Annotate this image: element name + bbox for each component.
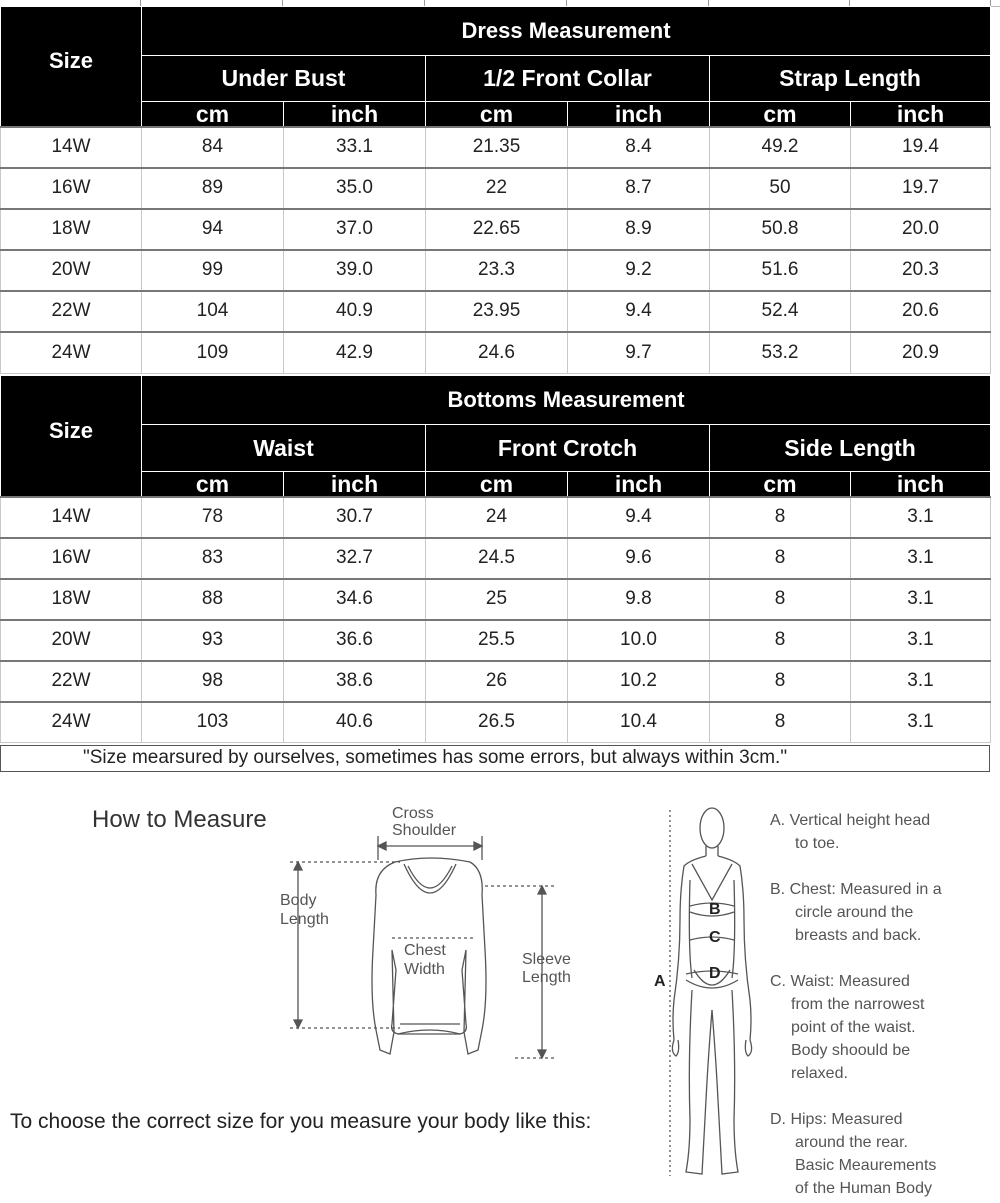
value-cell: 88 [142, 579, 284, 620]
value-cell: 22 [426, 168, 568, 209]
value-cell: 8 [710, 620, 851, 661]
table-row [1, 702, 991, 743]
value-cell: 8.4 [568, 127, 710, 168]
table-row [1, 620, 991, 661]
value-cell: 99 [142, 250, 284, 291]
value-cell: 40.9 [284, 291, 426, 332]
legend-c-line: from the narrowest [791, 996, 925, 1013]
value-cell: 50 [710, 168, 851, 209]
value-cell: 40.6 [284, 702, 426, 743]
value-cell: 26.5 [426, 702, 568, 743]
value-cell: 8.9 [568, 209, 710, 250]
value-cell: 8 [710, 538, 851, 579]
garment-diagram [270, 800, 590, 1070]
size-cell: 24W [1, 702, 142, 743]
value-cell: 53.2 [710, 332, 851, 374]
legend-b [770, 878, 942, 947]
size-cell: 20W [1, 250, 142, 291]
value-cell: 49.2 [710, 127, 851, 168]
value-cell: 103 [142, 702, 284, 743]
table-row [1, 168, 991, 209]
size-cell: 14W [1, 127, 142, 168]
value-cell: 3.1 [851, 702, 991, 743]
value-cell: 9.4 [568, 497, 710, 538]
chest-width-label: Width [404, 961, 445, 978]
size-cell: 16W [1, 168, 142, 209]
legend-c-line: Body shoould be [791, 1042, 911, 1059]
size-cell: 16W [1, 538, 142, 579]
size-header: Size [1, 376, 142, 497]
dress-measurement-table [0, 6, 991, 374]
legend-d-line: around the rear. [795, 1134, 908, 1151]
value-cell: 8 [710, 702, 851, 743]
cross-shoulder-label: Cross [392, 805, 434, 822]
value-cell: 20.3 [851, 250, 991, 291]
group-header: Waist [142, 425, 426, 472]
size-cell: 18W [1, 579, 142, 620]
value-cell: 3.1 [851, 497, 991, 538]
value-cell: 10.2 [568, 661, 710, 702]
value-cell: 9.7 [568, 332, 710, 374]
value-cell: 20.6 [851, 291, 991, 332]
how-to-measure-title: How to Measure [92, 806, 267, 833]
unit-header: cm [710, 472, 851, 497]
size-cell: 24W [1, 332, 142, 374]
value-cell: 20.0 [851, 209, 991, 250]
value-cell: 36.6 [284, 620, 426, 661]
unit-header: cm [142, 102, 284, 127]
value-cell: 25 [426, 579, 568, 620]
value-cell: 10.0 [568, 620, 710, 661]
value-cell: 21.35 [426, 127, 568, 168]
size-cell: 22W [1, 661, 142, 702]
unit-header: inch [284, 102, 426, 127]
legend-b-line: circle around the [795, 904, 914, 921]
value-cell: 22.65 [426, 209, 568, 250]
body-length-label: Length [280, 911, 329, 928]
table-row [1, 209, 991, 250]
value-cell: 84 [142, 127, 284, 168]
value-cell: 93 [142, 620, 284, 661]
table-row [1, 497, 991, 538]
figure-label-c: C [709, 929, 721, 946]
value-cell: 19.4 [851, 127, 991, 168]
body-figure-diagram [650, 800, 760, 1185]
legend-d-line: of the Human Body [795, 1180, 932, 1197]
value-cell: 23.3 [426, 250, 568, 291]
value-cell: 8 [710, 661, 851, 702]
value-cell: 42.9 [284, 332, 426, 374]
sleeve-length-label: Sleeve [522, 951, 571, 968]
value-cell: 8.7 [568, 168, 710, 209]
value-cell: 30.7 [284, 497, 426, 538]
value-cell: 89 [142, 168, 284, 209]
value-cell: 3.1 [851, 661, 991, 702]
size-cell: 14W [1, 497, 142, 538]
value-cell: 20.9 [851, 332, 991, 374]
unit-header: inch [851, 472, 991, 497]
value-cell: 109 [142, 332, 284, 374]
table-row [1, 579, 991, 620]
legend-a [770, 809, 930, 855]
group-header: Front Crotch [426, 425, 710, 472]
value-cell: 37.0 [284, 209, 426, 250]
group-header: Strap Length [710, 56, 991, 102]
value-cell: 23.95 [426, 291, 568, 332]
bottoms-title: Bottoms Measurement [142, 376, 991, 425]
unit-header: cm [142, 472, 284, 497]
chest-width-label: Chest [404, 942, 446, 959]
unit-header: cm [426, 472, 568, 497]
value-cell: 78 [142, 497, 284, 538]
group-header: Side Length [710, 425, 991, 472]
value-cell: 9.8 [568, 579, 710, 620]
legend-b-line: breasts and back. [795, 927, 922, 944]
table-row [1, 661, 991, 702]
figure-label-b: B [709, 901, 721, 918]
figure-label-a: A [654, 973, 666, 990]
legend-b-line: B. Chest: Measured in a [770, 881, 942, 898]
value-cell: 104 [142, 291, 284, 332]
value-cell: 24.5 [426, 538, 568, 579]
value-cell: 8 [710, 497, 851, 538]
group-header: 1/2 Front Collar [426, 56, 710, 102]
value-cell: 34.6 [284, 579, 426, 620]
choose-size-instruction: To choose the correct size for you measure your body like this: [10, 1110, 592, 1133]
value-cell: 9.6 [568, 538, 710, 579]
group-header: Under Bust [142, 56, 426, 102]
figure-label-d: D [709, 965, 721, 982]
legend-a-line: A. Vertical height head [770, 812, 931, 829]
table-row [1, 332, 991, 374]
legend-a-line: to toe. [795, 835, 840, 852]
value-cell: 52.4 [710, 291, 851, 332]
measurement-note [0, 745, 990, 772]
value-cell: 24.6 [426, 332, 568, 374]
size-header: Size [1, 7, 142, 127]
size-cell: 20W [1, 620, 142, 661]
legend-c-line: point of the waist. [791, 1019, 916, 1036]
size-cell: 18W [1, 209, 142, 250]
legend-c-line: C. Waist: Measured [770, 973, 910, 990]
unit-header: inch [851, 102, 991, 127]
value-cell: 98 [142, 661, 284, 702]
cross-shoulder-label: Shoulder [392, 822, 457, 839]
unit-header: inch [568, 472, 710, 497]
value-cell: 24 [426, 497, 568, 538]
table-row [1, 538, 991, 579]
table-row [1, 250, 991, 291]
value-cell: 25.5 [426, 620, 568, 661]
table-row [1, 291, 991, 332]
value-cell: 39.0 [284, 250, 426, 291]
legend-c [770, 970, 924, 1085]
value-cell: 3.1 [851, 538, 991, 579]
value-cell: 10.4 [568, 702, 710, 743]
value-cell: 33.1 [284, 127, 426, 168]
value-cell: 83 [142, 538, 284, 579]
value-cell: 50.8 [710, 209, 851, 250]
unit-header: cm [426, 102, 568, 127]
dress-title: Dress Measurement [142, 7, 991, 56]
unit-header: inch [568, 102, 710, 127]
unit-header: inch [284, 472, 426, 497]
value-cell: 32.7 [284, 538, 426, 579]
unit-header: cm [710, 102, 851, 127]
value-cell: 26 [426, 661, 568, 702]
bottoms-measurement-table [0, 375, 991, 743]
value-cell: 8 [710, 579, 851, 620]
table-row [1, 127, 991, 168]
value-cell: 9.4 [568, 291, 710, 332]
legend-d [770, 1108, 936, 1200]
value-cell: 19.7 [851, 168, 991, 209]
note-text: "Size mearsured by ourselves, sometimes has some errors, but always within 3cm." [83, 747, 788, 768]
body-length-label: Body [280, 892, 317, 909]
value-cell: 35.0 [284, 168, 426, 209]
legend-c-line: relaxed. [791, 1065, 848, 1082]
value-cell: 3.1 [851, 620, 991, 661]
value-cell: 38.6 [284, 661, 426, 702]
value-cell: 94 [142, 209, 284, 250]
value-cell: 9.2 [568, 250, 710, 291]
sleeve-length-label: Length [522, 969, 571, 986]
legend-d-line: D. Hips: Measured [770, 1111, 903, 1128]
legend-d-line: Basic Meaurements [795, 1157, 937, 1174]
size-cell: 22W [1, 291, 142, 332]
value-cell: 3.1 [851, 579, 991, 620]
value-cell: 51.6 [710, 250, 851, 291]
